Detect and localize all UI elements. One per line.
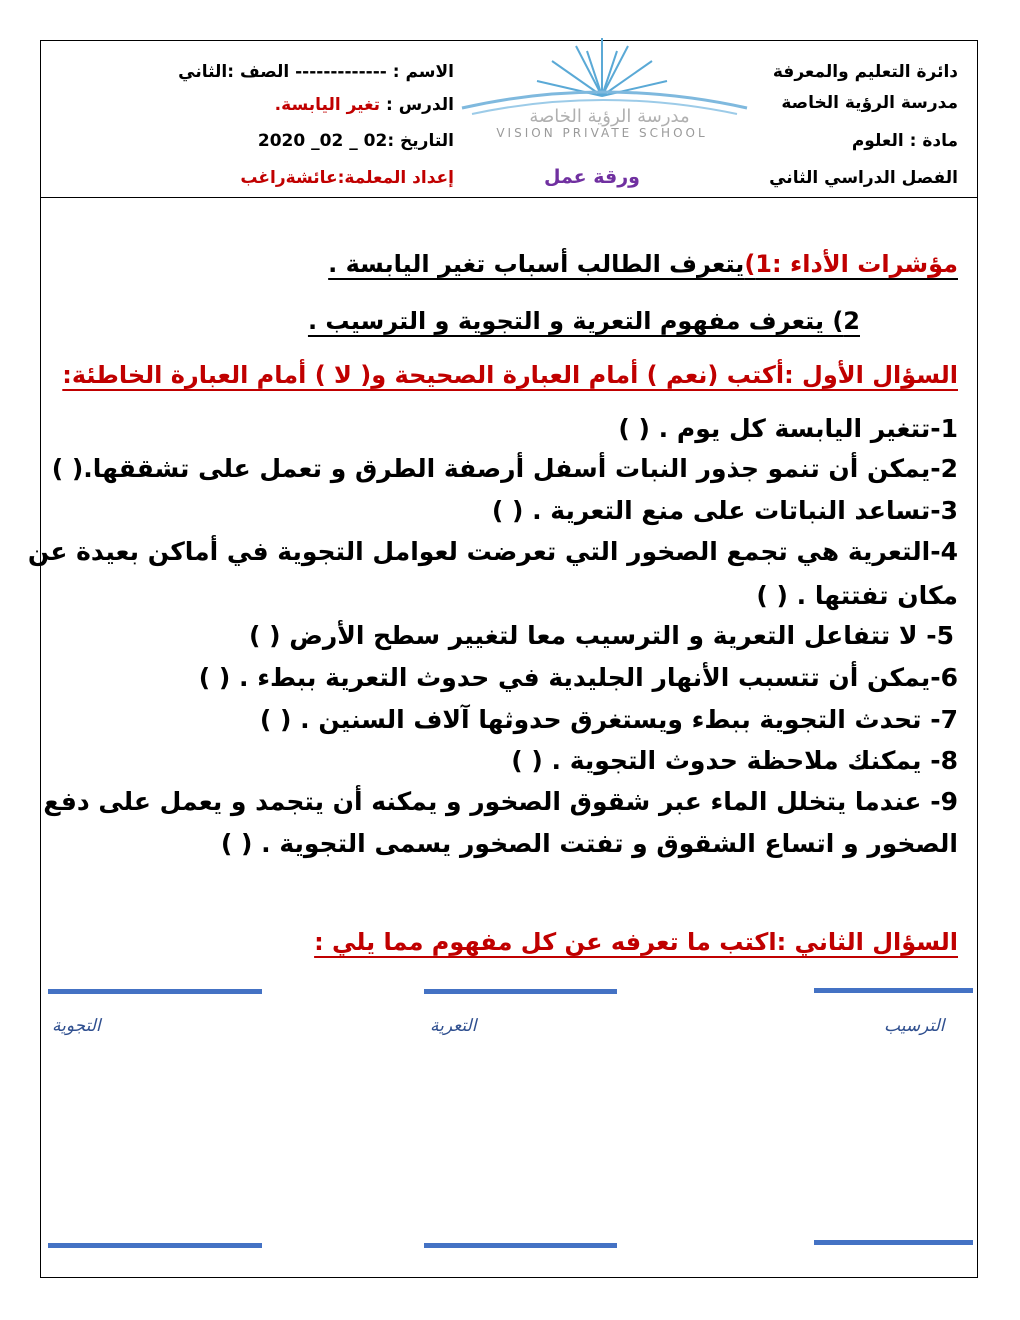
concept-weathering: التجوية	[52, 1016, 101, 1036]
indicator-1-text: يتعرف الطالب أسباب تغير اليابسة .	[328, 250, 745, 278]
school-logo	[452, 36, 752, 146]
student-name-line: الاسم : ------------- الصف :الثاني	[178, 62, 454, 82]
q1-item-8: 8- يمكنك ملاحظة حدوث التجوية . ( )	[511, 746, 958, 775]
answer-line-top-left	[48, 989, 262, 994]
worksheet-title: ورقة عمل	[543, 166, 640, 188]
answer-line-top-middle	[424, 989, 617, 994]
lesson-line	[275, 95, 454, 115]
logo-english-text: VISION PRIVATE SCHOOL	[496, 126, 708, 140]
q1-item-4a: 4-التعرية هي تجمع الصخور التي تعرضت لعوامل التجوية في أماكن بعيدة عن	[27, 537, 958, 566]
q1-item-9a: 9- عندما يتخلل الماء عبر شقوق الصخور و يمكنه أن يتجمد و يعمل على دفع	[43, 787, 958, 816]
teacher-name: إعداد المعلمة:عائشةراغب	[240, 168, 454, 188]
logo-arabic-text: مدرسة الرؤية الخاصة	[529, 106, 690, 127]
concept-deposition: الترسيب	[884, 1016, 945, 1036]
semester: الفصل الدراسي الثاني	[769, 168, 958, 188]
subject: مادة : العلوم	[851, 131, 958, 151]
lesson-label: الدرس :	[386, 95, 454, 115]
q1-item-6: 6-يمكن أن تتسبب الأنهار الجليدية في حدوث التعرية ببطء . ( )	[198, 663, 958, 692]
q1-item-5: 5- لا تتفاعل التعرية و الترسيب معا لتغيير سطح الأرض ( )	[248, 621, 954, 650]
department-name: دائرة التعليم والمعرفة	[772, 62, 958, 82]
indicator-line-1	[328, 250, 958, 278]
answer-line-bottom-middle	[424, 1243, 617, 1248]
q1-item-3: 3-تساعد النباتات على منع التعرية . ( )	[491, 496, 958, 525]
answer-line-bottom-right	[814, 1240, 973, 1245]
school-name: مدرسة الرؤية الخاصة	[781, 93, 958, 113]
indicators-label: مؤشرات الأداء :1)	[744, 250, 958, 278]
lesson-title: تغير اليابسة.	[274, 95, 381, 115]
answer-line-top-right	[814, 988, 973, 993]
date: التاريخ :02 _ 02_ 2020	[257, 131, 454, 151]
question2-title: السؤال الثاني :اكتب ما تعرفه عن كل مفهوم مما يلي :	[314, 928, 958, 956]
indicator-line-2: 2) يتعرف مفهوم التعرية و التجوية و الترسيب .	[307, 307, 860, 335]
q1-item-2: 2-يمكن أن تنمو جذور النبات أسفل أرصفة الطرق و تعمل على تشققها.( )	[51, 454, 958, 483]
answer-line-bottom-left	[48, 1243, 262, 1248]
question1-title: السؤال الأول :أكتب (نعم ) أمام العبارة الصحيحة و( لا ) أمام العبارة الخاطئة:	[62, 361, 958, 389]
q1-item-7: 7- تحدث التجوية ببطء ويستغرق حدوثها آلاف السنين . ( )	[259, 705, 958, 734]
q1-item-4b: مكان تفتتها . ( )	[756, 581, 958, 610]
concept-erosion: التعرية	[430, 1016, 477, 1036]
page-border	[40, 40, 978, 1278]
q1-item-9b: الصخور و اتساع الشقوق و تفتت الصخور يسمى التجوية . ( )	[220, 829, 958, 858]
header-separator	[40, 197, 978, 198]
q1-item-1: 1-تتغير اليابسة كل يوم . ( )	[618, 414, 958, 443]
